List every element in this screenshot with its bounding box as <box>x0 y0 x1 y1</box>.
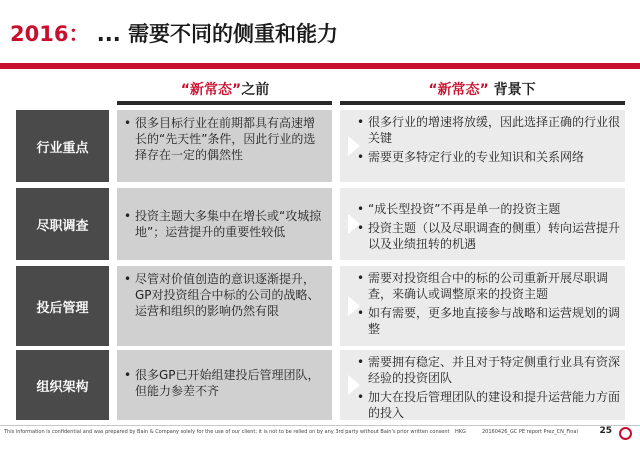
page-title <box>10 18 338 48</box>
footer-disclaimer: This information is confidential and was prepared by Bain & Company solely for the use of our client; it is not to be relied on by any 3rd party without Bain's prior written consent <box>4 429 450 435</box>
row-label-due-diligence: 尽职调查 <box>16 188 109 260</box>
row-before-organization <box>117 350 332 420</box>
header-after-suffix: 背景下 <box>493 82 536 98</box>
page-number: 25 <box>599 426 612 436</box>
header-before-qclose: ” <box>232 82 242 98</box>
header-after <box>340 79 624 101</box>
header-before-term: 新常态 <box>190 82 232 98</box>
header-after-qclose: ” <box>479 82 489 98</box>
list-item: • 很多目标行业在前期都具有高速增长的“先天性”条件，因此行业的选择存在一定的偶然性 <box>135 115 326 163</box>
title-year: 2016 <box>10 22 69 46</box>
list-item: • 如有需要，更多地直接参与战略和运营规划的调整 <box>368 305 621 337</box>
title-divider <box>0 63 640 69</box>
footer-office: HKG <box>455 429 466 435</box>
list-item: • 加大在投后管理团队的建设和提升运营能力方面的投入 <box>368 389 621 421</box>
list-item: • 尽管对价值创造的意识逐渐提升，GP对投资组合中标的公司的战略、运营和组织的影响仍然有限 <box>135 271 326 319</box>
list-item: • 需要对投资组合中的标的公司重新开展尽职调查，来确认或调整原来的投资主题 <box>368 270 621 302</box>
list-item: • 投资主题大多集中在增长或“攻城掠地”；运营提升的重要性较低 <box>135 208 326 240</box>
bain-logo-icon <box>619 427 632 440</box>
footer-divider <box>0 425 640 426</box>
chevron-arrow-icon <box>348 136 360 156</box>
list-item: • 很多行业的增速将放缓，因此选择正确的行业很关键 <box>368 114 621 146</box>
chevron-arrow-icon <box>348 375 360 395</box>
header-before <box>118 79 332 101</box>
chevron-arrow-icon <box>348 214 360 234</box>
row-label-organization: 组织架构 <box>16 350 109 420</box>
list-item: • 投资主题（以及尽职调查的侧重）转向运营提升以及业绩扭转的机遇 <box>368 220 621 252</box>
row-after-post-investment <box>340 266 625 346</box>
header-before-suffix: 之前 <box>241 82 270 98</box>
row-before-industry <box>117 110 332 182</box>
header-after-qopen: “ <box>428 82 438 98</box>
row-after-due-diligence <box>340 188 625 260</box>
list-item: • 需要拥有稳定、并且对于特定侧重行业具有资深经验的投资团队 <box>368 354 621 386</box>
header-after-underline <box>340 101 625 105</box>
list-item: • 需要更多特定行业的专业知识和关系网络 <box>368 149 621 165</box>
chevron-arrow-icon <box>348 296 360 316</box>
title-colon: ： <box>68 22 90 46</box>
row-before-post-investment <box>117 266 332 346</box>
header-before-underline <box>117 101 332 105</box>
list-item: • “成长型投资”不再是单一的投资主题 <box>368 201 621 217</box>
row-after-industry <box>340 110 625 182</box>
header-before-qopen: “ <box>180 82 190 98</box>
row-after-organization <box>340 350 625 420</box>
footer-file: 20160426_GC PE report Prez_CN_Final <box>482 429 578 435</box>
list-item: • 很多GP已开始组建投后管理团队，但能力参差不齐 <box>135 367 326 399</box>
title-text: ... 需要不同的侧重和能力 <box>96 22 339 46</box>
row-label-industry: 行业重点 <box>16 110 109 182</box>
row-before-due-diligence <box>117 188 332 260</box>
header-after-term: 新常态 <box>437 82 480 98</box>
row-label-post-investment: 投后管理 <box>16 266 109 346</box>
